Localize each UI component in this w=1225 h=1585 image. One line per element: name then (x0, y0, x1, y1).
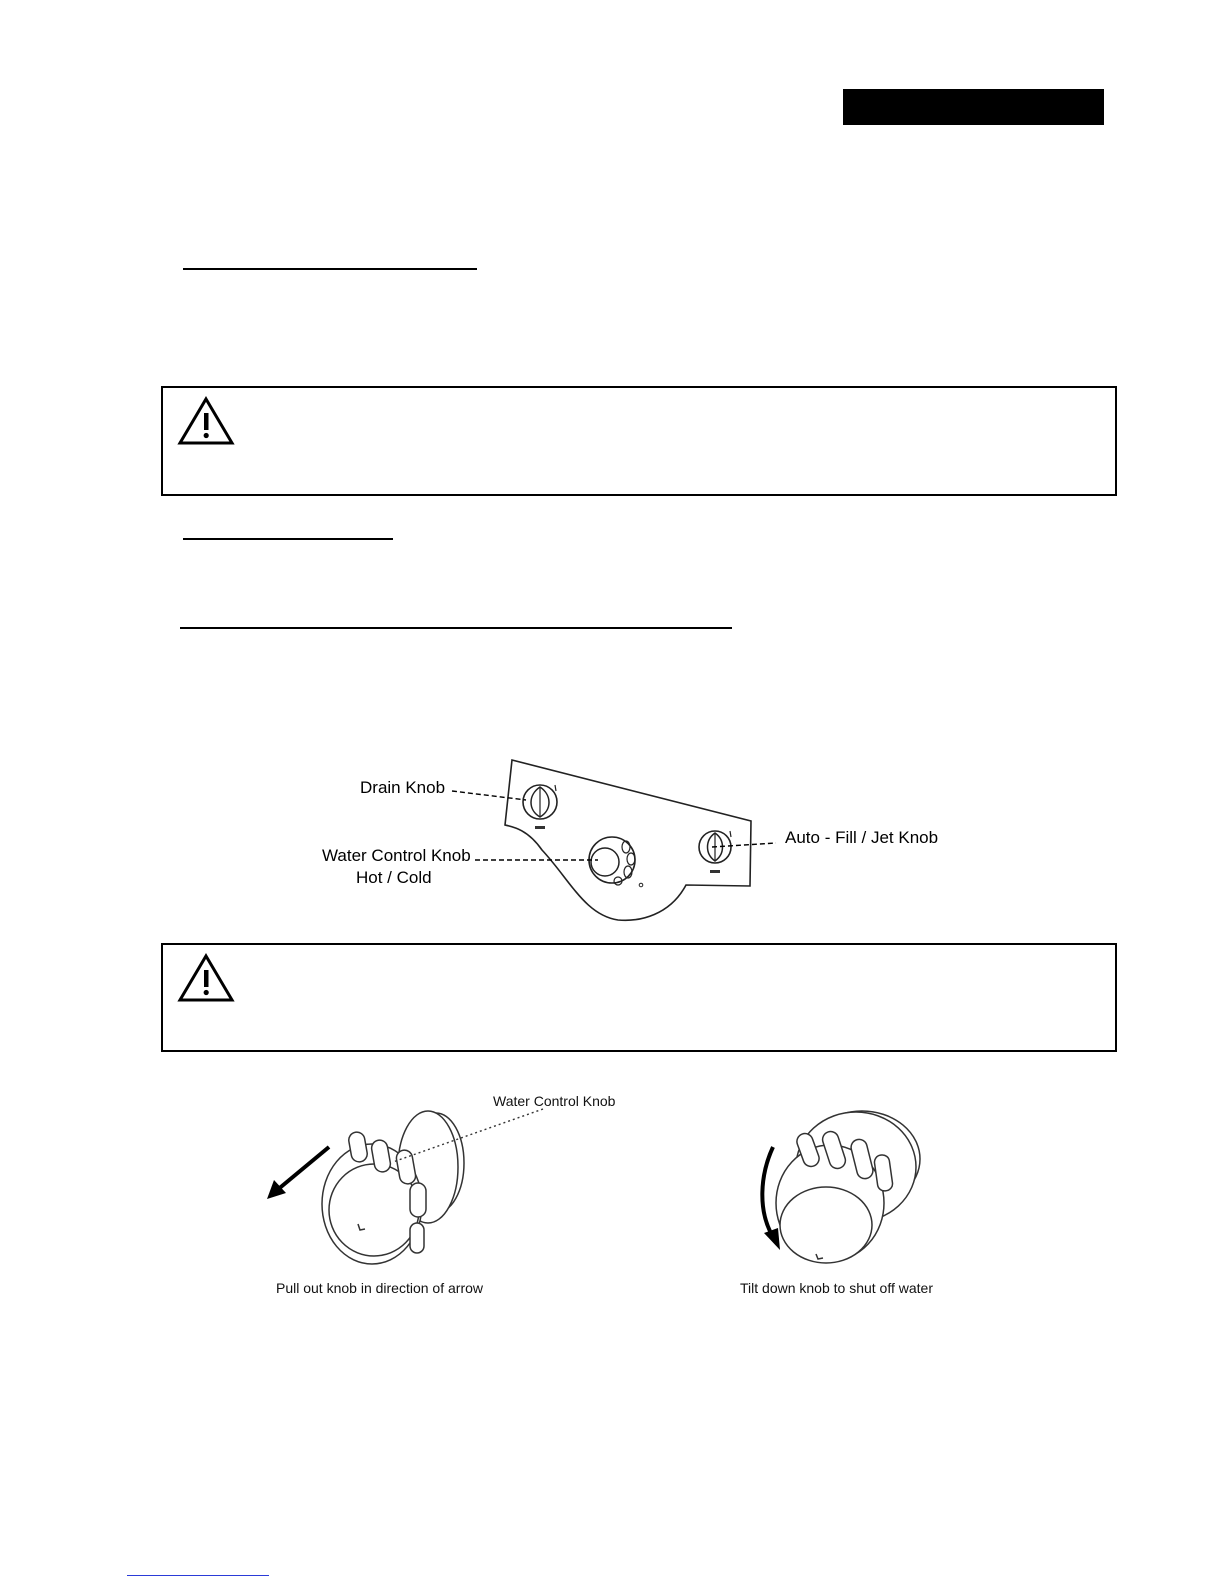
footer-link-underline[interactable] (127, 1575, 269, 1576)
auto-fill-jet-knob-label: Auto - Fill / Jet Knob (785, 828, 939, 847)
left-caption: Pull out knob in direction of arrow (276, 1280, 483, 1296)
right-knob-drawing (776, 1111, 920, 1263)
section-heading-underline-3 (180, 627, 732, 629)
control-panel-figure (300, 755, 960, 925)
warning-triangle-icon (177, 396, 235, 446)
warning-box-2 (161, 943, 1117, 1052)
drain-knob-drawing (523, 785, 557, 829)
auto-fill-jet-knob-drawing (699, 831, 731, 873)
water-control-knob-label: Water Control Knob (322, 846, 471, 865)
left-knob-drawing (322, 1111, 464, 1264)
knob-operation-figure (250, 1085, 1000, 1300)
header-bar (843, 89, 1104, 125)
hot-cold-label: Hot / Cold (356, 868, 432, 887)
warning-box-1 (161, 386, 1117, 496)
drain-knob-leader (452, 791, 526, 800)
water-control-knob-callout: Water Control Knob (493, 1093, 616, 1109)
right-caption: Tilt down knob to shut off water (740, 1280, 933, 1296)
drain-knob-label: Drain Knob (360, 778, 446, 797)
arrow-down-left-icon (267, 1147, 329, 1199)
warning-triangle-icon (177, 953, 235, 1003)
section-heading-underline-2 (183, 538, 393, 540)
water-control-knob-drawing (589, 837, 643, 887)
section-heading-underline-1 (183, 268, 477, 270)
